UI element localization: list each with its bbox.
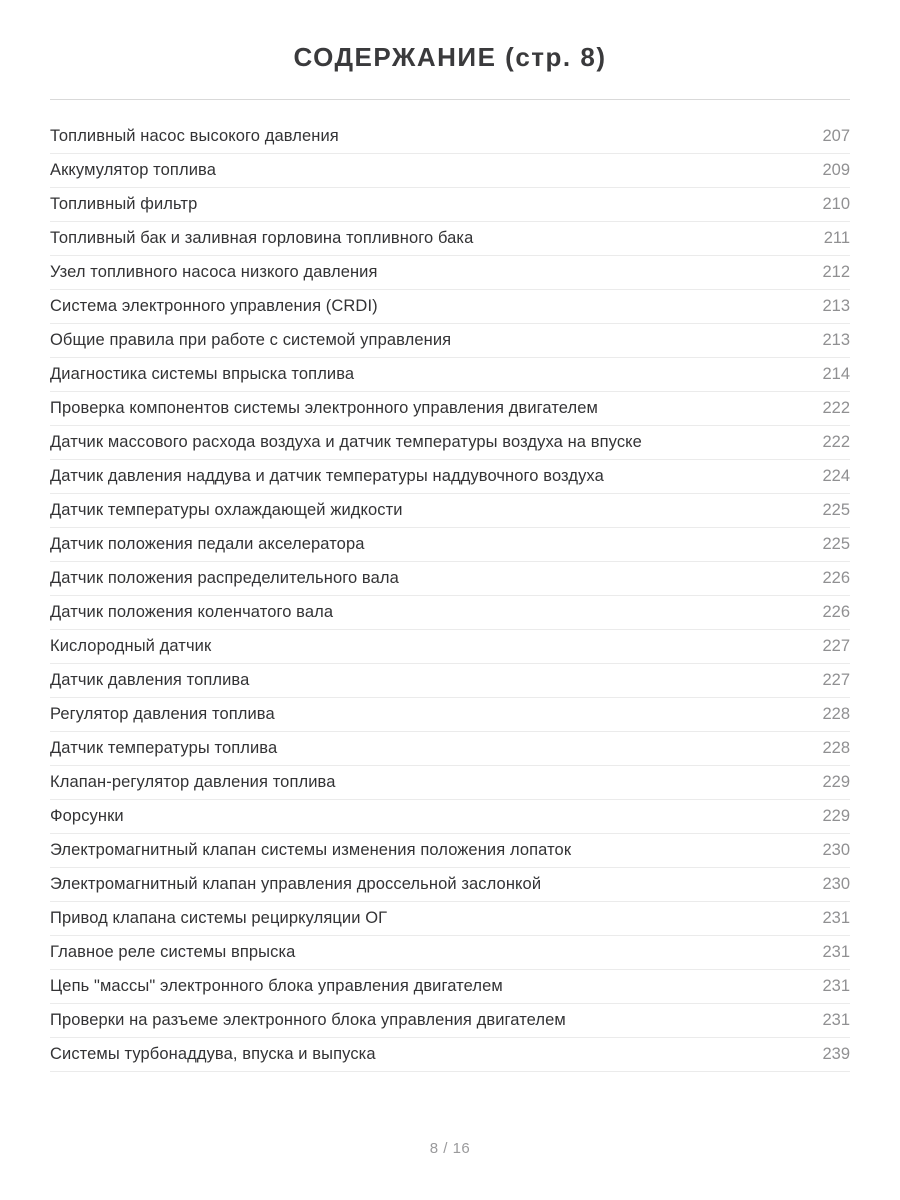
toc-entry-title: Проверки на разъеме электронного блока управления двигателем [50, 1011, 566, 1029]
toc-entry-title: Аккумулятор топлива [50, 161, 216, 179]
toc-entry-page: 224 [822, 467, 850, 485]
toc-entry-title: Форсунки [50, 807, 124, 825]
toc-entry-title: Проверка компонентов системы электронного управления двигателем [50, 399, 598, 417]
toc-entry-page: 225 [822, 535, 850, 553]
toc-entry[interactable] [50, 188, 850, 222]
page-indicator: 8 / 16 [429, 1140, 471, 1157]
toc-entry-page: 231 [822, 1011, 850, 1029]
toc-entry[interactable] [50, 664, 850, 698]
toc-entry[interactable] [50, 460, 850, 494]
toc-entry-page: 228 [822, 705, 850, 723]
toc-entry-page: 209 [822, 161, 850, 179]
toc-entry-page: 226 [822, 603, 850, 621]
toc-entry-title: Системы турбонаддува, впуска и выпуска [50, 1045, 376, 1063]
toc-entry[interactable] [50, 154, 850, 188]
toc-entry-page: 225 [822, 501, 850, 519]
toc-entry-title: Привод клапана системы рециркуляции ОГ [50, 909, 388, 927]
toc-entry[interactable] [50, 528, 850, 562]
toc-entry-page: 231 [822, 977, 850, 995]
toc-entry[interactable] [50, 868, 850, 902]
toc-entry[interactable] [50, 698, 850, 732]
toc-entry-title: Диагностика системы впрыска топлива [50, 365, 355, 383]
toc-entry[interactable] [50, 392, 850, 426]
toc-entry-title: Датчик температуры охлаждающей жидкости [50, 501, 403, 519]
toc-entry-title: Датчик давления топлива [50, 671, 250, 689]
toc-entry[interactable] [50, 562, 850, 596]
toc-entry-page: 207 [822, 127, 850, 145]
toc-entry[interactable] [50, 290, 850, 324]
toc-entry[interactable] [50, 800, 850, 834]
toc-entry-title: Узел топливного насоса низкого давления [50, 263, 378, 281]
toc-entry-title: Кислородный датчик [50, 637, 212, 655]
toc-entry-title: Клапан-регулятор давления топлива [50, 773, 336, 791]
toc-entry-title: Цепь "массы" электронного блока управления двигателем [50, 977, 503, 995]
toc-entry-page: 212 [822, 263, 850, 281]
toc-entry-title: Электромагнитный клапан управления дроссельной заслонкой [50, 875, 542, 893]
toc-entry[interactable] [50, 324, 850, 358]
toc-entry[interactable] [50, 834, 850, 868]
toc-entry[interactable] [50, 120, 850, 154]
toc-entry[interactable] [50, 766, 850, 800]
toc-entry-page: 222 [822, 399, 850, 417]
toc-entry-page: 230 [822, 875, 850, 893]
toc-entry-title: Датчик температуры топлива [50, 739, 278, 757]
toc-entry[interactable] [50, 630, 850, 664]
toc-entry-title: Датчик давления наддува и датчик температуры наддувочного воздуха [50, 467, 604, 485]
toc-entry-title: Датчик положения распределительного вала [50, 569, 399, 587]
toc-entry-page: 214 [822, 365, 850, 383]
title-divider [50, 99, 850, 100]
toc-entry-title: Система электронного управления (CRDI) [50, 297, 378, 315]
toc-entry-title: Регулятор давления топлива [50, 705, 275, 723]
toc-entry[interactable] [50, 1038, 850, 1072]
toc-entry[interactable] [50, 358, 850, 392]
toc-entry-title: Датчик положения педали акселератора [50, 535, 365, 553]
toc-entry-page: 227 [822, 671, 850, 689]
toc-list [50, 120, 850, 1072]
page-title: СОДЕРЖАНИЕ (стр. 8) [293, 42, 607, 72]
toc-entry[interactable] [50, 936, 850, 970]
toc-entry[interactable] [50, 1004, 850, 1038]
toc-entry[interactable] [50, 426, 850, 460]
toc-entry[interactable] [50, 902, 850, 936]
toc-entry-title: Топливный насос высокого давления [50, 127, 339, 145]
toc-entry-title: Топливный фильтр [50, 195, 198, 213]
toc-entry-page: 213 [822, 331, 850, 349]
toc-entry-page: 231 [822, 943, 850, 961]
toc-entry-page: 213 [822, 297, 850, 315]
toc-entry-page: 229 [822, 807, 850, 825]
toc-entry-title: Топливный бак и заливная горловина топливного бака [50, 229, 474, 247]
toc-entry[interactable] [50, 256, 850, 290]
toc-entry-page: 239 [822, 1045, 850, 1063]
toc-entry-page: 228 [822, 739, 850, 757]
toc-entry-title: Датчик массового расхода воздуха и датчик температуры воздуха на впуске [50, 433, 642, 451]
toc-entry[interactable] [50, 596, 850, 630]
toc-entry-title: Общие правила при работе с системой управления [50, 331, 452, 349]
toc-entry-title: Датчик положения коленчатого вала [50, 603, 334, 621]
toc-entry-page: 230 [822, 841, 850, 859]
toc-entry-page: 222 [822, 433, 850, 451]
toc-entry[interactable] [50, 732, 850, 766]
toc-entry[interactable] [50, 970, 850, 1004]
toc-entry-page: 211 [823, 229, 850, 247]
toc-entry-page: 226 [822, 569, 850, 587]
toc-entry[interactable] [50, 222, 850, 256]
toc-entry-page: 210 [822, 195, 850, 213]
toc-entry-page: 231 [822, 909, 850, 927]
toc-entry-title: Электромагнитный клапан системы изменения положения лопаток [50, 841, 572, 859]
toc-entry[interactable] [50, 494, 850, 528]
toc-entry-page: 229 [822, 773, 850, 791]
toc-entry-title: Главное реле системы впрыска [50, 943, 296, 961]
toc-entry-page: 227 [822, 637, 850, 655]
